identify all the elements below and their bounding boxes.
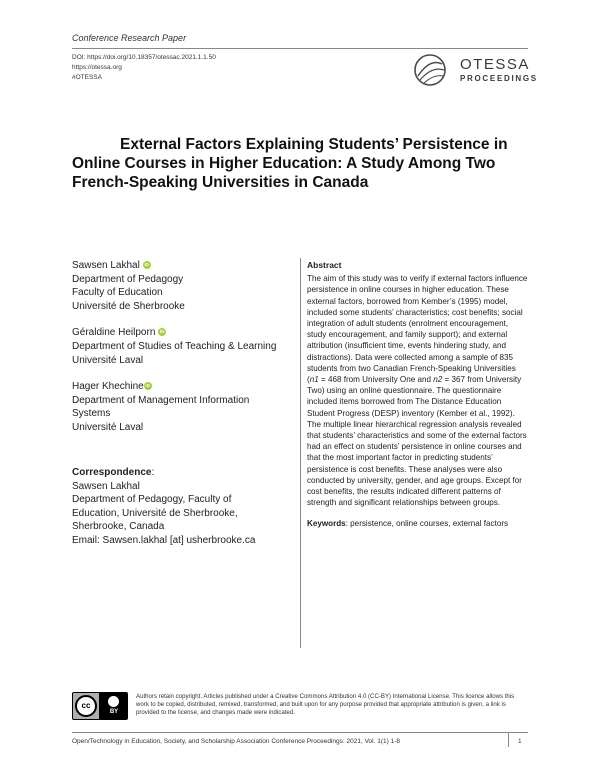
author-1 [72,259,294,313]
header-rule [72,48,528,49]
column-divider [300,258,301,648]
hashtag: #OTESSA [72,74,102,81]
orcid-icon[interactable]: iD [145,383,150,389]
otessa-logo-icon [408,52,456,88]
paper-type: Conference Research Paper [72,33,187,43]
author-affiliation: Department of Management Information [72,394,250,406]
abstract-block [307,260,529,530]
correspondence-line: Sherbrooke, Canada [72,521,165,533]
author-2 [72,326,294,367]
orcid-icon[interactable]: iD [159,329,165,335]
license-text: Authors retain copyright. Articles published under a Creative Commons Attribution 4.0 (CC-BY) International License. This licence allows this work to be copied, distributed, remixed, transformed, and built upon for any purpose provided that appropriate attribution is given, a link is provided to the license, and changes made were indicated. [136,693,515,717]
abstract-text: The aim of this study was to verify if external factors influence persistence in online courses in higher education. These external factors, borrowed from Kember’s (1995) model, included some students’ characteristics; cost benefits; social integration of adult students (enrolment encouragement, study encouragement, and family support); and external attribution (insufficient time, events hindering study, and distractions). Data were collected among a sample of 835 students from two Canadian French-Speaking Universities (n1 = 468 from University One and n2 = 367 from University Two) using an online questionnaire. The questionnaire included items borrowed from The Distance Education Student Progress (DESP) inventory (Kember et al., 1992). The multiple linear hierarchical regression analysis revealed that students’ characteristics and some of the external factors had an effect on students’ persistence in online courses and that the most important factor in predicting students’ persistence is cost benefits. These analyses were also conducted by university, gender, and age groups. Except for cost benefits, the results indicated different patterns of strength and significant relationships between groups. [307,274,528,508]
footer-rule [72,732,528,733]
paper-title: External Factors Explaining Students’ Persistence in Online Courses in Higher Education: A Study Among Two French-Speaking Universities in Canada [72,136,508,191]
author-name: Sawsen Lakhal [72,260,140,271]
author-affiliation: Systems [72,408,111,420]
orcid-icon[interactable]: iD [144,262,149,267]
author-affiliation: Department of Studies of Teaching & Learning [72,340,277,352]
cc-by-license-badge[interactable] [72,692,128,720]
author-3 [72,380,294,434]
correspondence-colon: : [151,467,155,478]
footer-citation: Open/Technology in Education, Society, and Scholarship Association Conference Proceedings: 2021, Vol. 1(1) 1-8 [72,738,400,745]
logo-wordmark: OTESSA [460,56,530,73]
correspondence-line: Department of Pedagogy, Faculty of [72,494,232,506]
page-number: 1 [518,738,522,745]
journal-url-link[interactable]: https://otessa.org [72,64,122,71]
keywords: Keywords: persistence, online courses, external factors [307,519,509,529]
author-affiliation: Faculty of Education [72,287,163,299]
author-affiliation: Université Laval [72,421,144,433]
correspondence-heading: Correspondence [72,467,152,478]
correspondence-line: Sawsen Lakhal [72,480,140,492]
by-icon: BY [99,693,127,719]
author-name: Géraldine Heilporn [72,327,156,339]
doi-link[interactable]: DOI: https://doi.org/10.18357/otessac.2021.1.1.50 [72,54,216,61]
correspondence-block [72,466,294,548]
correspondence-line: Education, Université de Sherbrooke, [72,507,238,519]
cc-icon: cc [75,695,97,717]
correspondence-email[interactable]: Email: Sawsen.lakhal [at] usherbrooke.ca [72,534,256,546]
abstract-heading: Abstract [307,260,342,270]
authors-block [72,259,294,435]
footer-divider [508,733,509,747]
author-name: Hager Khechine [72,381,144,393]
author-affiliation: Université Laval [72,354,144,366]
logo-subtitle: PROCEEDINGS [460,74,538,83]
author-affiliation: Department of Pedagogy [72,273,184,285]
author-affiliation: Université de Sherbrooke [72,300,185,312]
